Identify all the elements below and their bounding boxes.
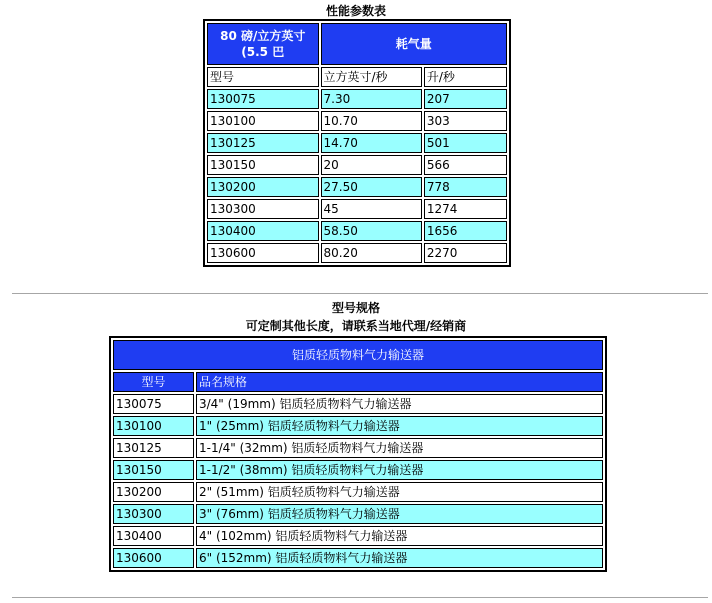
- model-cell: 130125: [207, 133, 319, 153]
- table-row: [113, 416, 603, 436]
- specs-table: [109, 336, 607, 572]
- description-cell: 1-1/4" (32mm) 铝质轻质物料气力输送器: [196, 438, 603, 458]
- description-cell: 6" (152mm) 铝质轻质物料气力输送器: [196, 548, 603, 568]
- cfm-cell: 14.70: [321, 133, 422, 153]
- model-cell: 130300: [113, 504, 194, 524]
- lps-cell: 1274: [424, 199, 507, 219]
- table-row: [113, 548, 603, 568]
- air-consumption-header: 耗气量: [321, 23, 508, 65]
- model-cell: 130125: [113, 438, 194, 458]
- model-cell: 130400: [207, 221, 319, 241]
- lps-cell: 303: [424, 111, 507, 131]
- lps-cell: 207: [424, 89, 507, 109]
- cfm-column-header: 立方英寸/秒: [321, 67, 422, 87]
- table-row: [113, 482, 603, 502]
- table-row: [113, 438, 603, 458]
- performance-subheader-row: [207, 67, 507, 87]
- model-column-header: 型号: [113, 372, 194, 392]
- performance-header-row: [207, 23, 507, 65]
- cfm-cell: 7.30: [321, 89, 422, 109]
- cfm-cell: 20: [321, 155, 422, 175]
- model-cell: 130075: [113, 394, 194, 414]
- description-cell: 3" (76mm) 铝质轻质物料气力输送器: [196, 504, 603, 524]
- performance-title: 性能参数表: [325, 4, 386, 18]
- table-row: [207, 111, 507, 131]
- table-row: [113, 460, 603, 480]
- bottom-divider: [12, 597, 708, 598]
- table-row: [207, 199, 507, 219]
- table-row: [207, 133, 507, 153]
- table-row: [113, 394, 603, 414]
- model-cell: 130150: [113, 460, 194, 480]
- table-row: [207, 221, 507, 241]
- model-cell: 130400: [113, 526, 194, 546]
- table-row: [113, 526, 603, 546]
- lps-cell: 566: [424, 155, 507, 175]
- cfm-cell: 45: [321, 199, 422, 219]
- specs-caption: 铝质轻质物料气力输送器: [113, 340, 603, 370]
- performance-table: [203, 19, 511, 267]
- description-column-header: 品名规格: [196, 372, 603, 392]
- pressure-header-line1: 80 磅/立方英寸: [220, 29, 306, 43]
- description-cell: 3/4" (19mm) 铝质轻质物料气力输送器: [196, 394, 603, 414]
- table-row: [113, 504, 603, 524]
- section-divider: [12, 293, 708, 294]
- model-cell: 130200: [113, 482, 194, 502]
- model-cell: 130600: [113, 548, 194, 568]
- model-cell: 130600: [207, 243, 319, 263]
- pressure-header-line2: (5.5 巴: [241, 45, 285, 59]
- cfm-cell: 27.50: [321, 177, 422, 197]
- lps-cell: 1656: [424, 221, 507, 241]
- model-cell: 130075: [207, 89, 319, 109]
- lps-cell: 501: [424, 133, 507, 153]
- specs-header-row: [113, 372, 603, 392]
- model-cell: 130100: [207, 111, 319, 131]
- description-cell: 2" (51mm) 铝质轻质物料气力输送器: [196, 482, 603, 502]
- cfm-cell: 58.50: [321, 221, 422, 241]
- description-cell: 1" (25mm) 铝质轻质物料气力输送器: [196, 416, 603, 436]
- table-row: [207, 155, 507, 175]
- model-cell: 130100: [113, 416, 194, 436]
- cfm-cell: 10.70: [321, 111, 422, 131]
- model-cell: 130200: [207, 177, 319, 197]
- model-cell: 130150: [207, 155, 319, 175]
- model-cell: 130300: [207, 199, 319, 219]
- specs-caption-row: [113, 340, 603, 370]
- lps-column-header: 升/秒: [424, 67, 507, 87]
- lps-cell: 778: [424, 177, 507, 197]
- description-cell: 4" (102mm) 铝质轻质物料气力输送器: [196, 526, 603, 546]
- table-row: [207, 89, 507, 109]
- pressure-header: [207, 23, 319, 65]
- model-column-header: 型号: [207, 67, 319, 87]
- table-row: [207, 177, 507, 197]
- table-row: [207, 243, 507, 263]
- specs-title: 型号规格: [331, 301, 380, 315]
- lps-cell: 2270: [424, 243, 507, 263]
- description-cell: 1-1/2" (38mm) 铝质轻质物料气力输送器: [196, 460, 603, 480]
- cfm-cell: 80.20: [321, 243, 422, 263]
- specs-subtitle: 可定制其他长度，请联系当地代理/经销商: [245, 319, 467, 333]
